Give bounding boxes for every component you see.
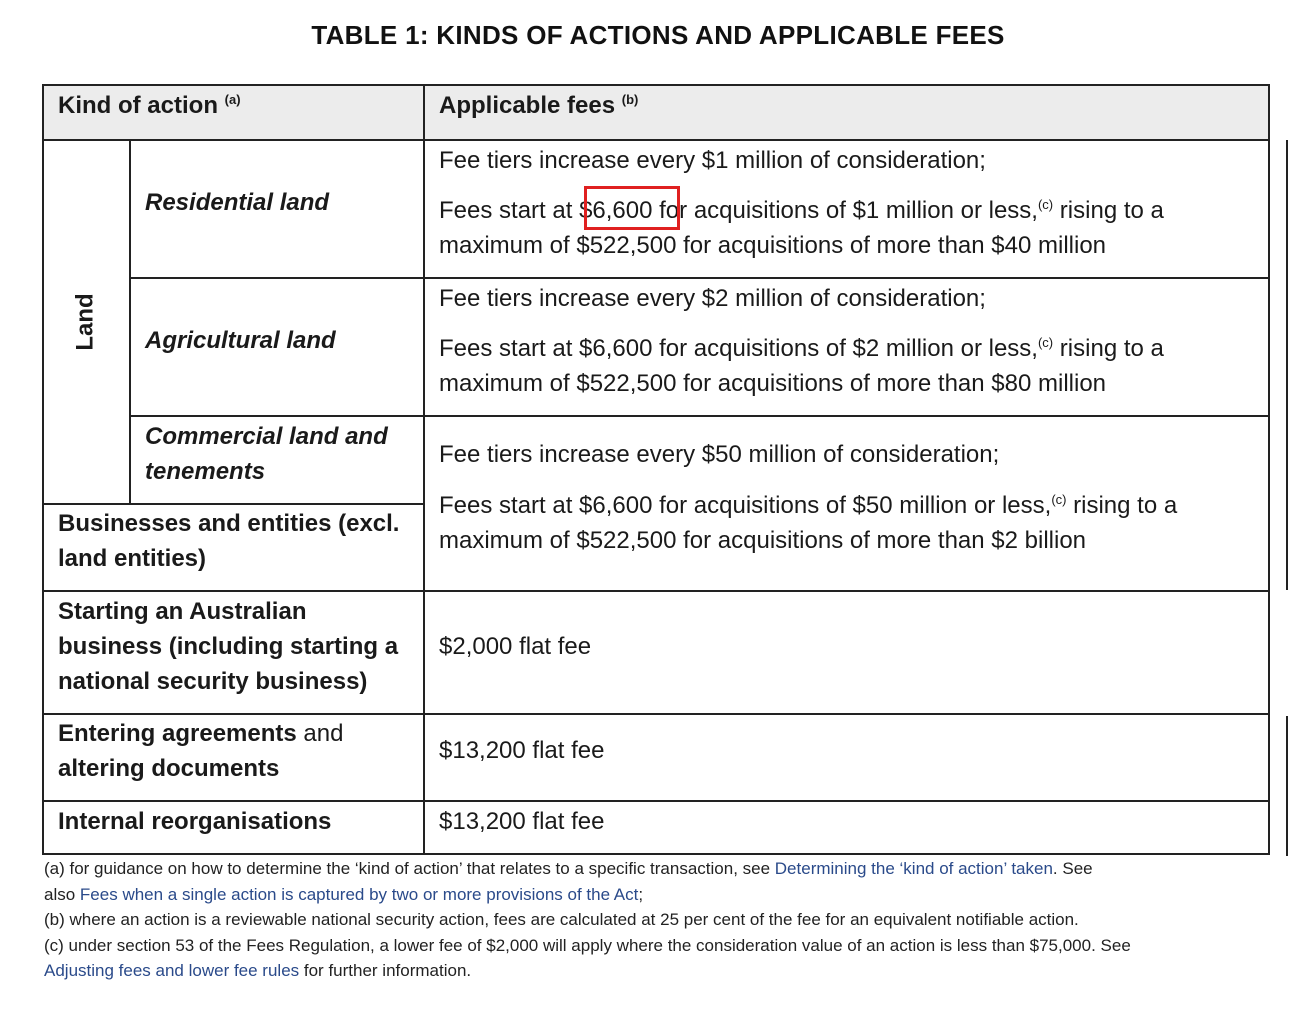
kind-businesses-entities: Businesses and entities (excl. land entities) [58,510,400,572]
link-adjusting-fees[interactable]: Adjusting fees and lower fee rules [44,961,300,980]
table-title: TABLE 1: KINDS OF ACTIONS AND APPLICABLE FEES [311,20,1005,50]
residential-tier-text: Fee tiers increase every $1 million of consideration; [439,147,986,174]
header-bottom-border [42,139,1270,141]
commercial-maximum: maximum of $522,500 for acquisitions of more than $2 billion [439,527,1087,554]
row-divider-businesses [42,590,1270,592]
internal-fee: $13,200 flat fee [439,808,605,835]
row-divider-residential [130,277,1270,279]
footnote-c-continued: Adjusting fees and lower fee rules for further information. [44,961,472,980]
residential-fees-start: Fees start at $6,600 for acquisitions of $1 million or less,$^{(c)}$ rising to a [439,197,1164,224]
table-left-border [42,84,44,855]
land-column-border [129,140,131,504]
margin-marker-line-lower [1286,716,1288,856]
entering-fee: $13,200 flat fee [439,737,605,764]
column-divider [423,84,425,855]
link-fees-single-action[interactable]: Fees when a single action is captured by two or more provisions of the Act [79,884,639,904]
row-divider-entering [42,800,1270,802]
margin-marker-line [1286,140,1288,590]
header-applicable-fees: Applicable fees $^{(b)}$ [439,92,639,119]
footnote-a: (a) for guidance on how to determine the ‘kind of action’ that relates to a specific transaction, see Determining the ‘kind of action’ taken. See [44,859,1093,878]
red-highlight-box [584,186,680,230]
kind-residential-land: Residential land [145,189,330,216]
kind-starting-business: Starting an Australian business (including starting a national security business) [58,598,399,695]
agricultural-maximum: maximum of $522,500 for acquisitions of more than $80 million [439,370,1107,397]
commercial-tier-text: Fee tiers increase every $50 million of consideration; [439,441,1000,468]
land-group-label: Land [71,293,99,351]
table-right-border [1268,84,1270,855]
highlighted-fee-amount: $6,600 [579,197,653,224]
commercial-fees-start: Fees start at $6,600 for acquisitions of $50 million or less,$^{(c)}$ rising to a [439,492,1178,519]
table-top-border [42,84,1270,86]
starting-fee: $2,000 flat fee [439,633,592,660]
table-bottom-border [42,853,1270,855]
residential-maximum: maximum of $522,500 for acquisitions of more than $40 million [439,232,1107,259]
row-divider-land-group [42,503,424,505]
link-determining-kind-of-action[interactable]: Determining the ‘kind of action’ taken [774,859,1053,878]
agricultural-tier-text: Fee tiers increase every $2 million of consideration; [439,285,986,312]
table-footnotes [44,856,1284,984]
row-divider-agricultural [130,415,1270,417]
agricultural-fees-start: Fees start at $6,600 for acquisitions of $2 million or less,$^{(c)}$ rising to a [439,335,1164,362]
header-kind-of-action: Kind of action $^{(a)}$ [58,92,241,119]
fees-table [42,84,1270,855]
footnote-a-continued: also Fees when a single action is captured by two or more provisions of the Act; [44,884,644,904]
row-divider-starting [42,713,1270,715]
kind-commercial-land: Commercial land and tenements [145,423,388,485]
kind-internal-reorganisations: Internal reorganisations [58,808,332,835]
kind-entering-agreements: Entering agreements and altering documents [58,720,344,782]
footnote-b: (b) where an action is a reviewable national security action, fees are calculated at 25 per cent of the fee for an equivalent notifiable action. [44,910,1079,929]
kind-agricultural-land: Agricultural land [145,327,336,354]
footnote-c: (c) under section 53 of the Fees Regulation, a lower fee of $2,000 will apply where the consideration value of an action is less than $75,000. See [44,935,1131,955]
